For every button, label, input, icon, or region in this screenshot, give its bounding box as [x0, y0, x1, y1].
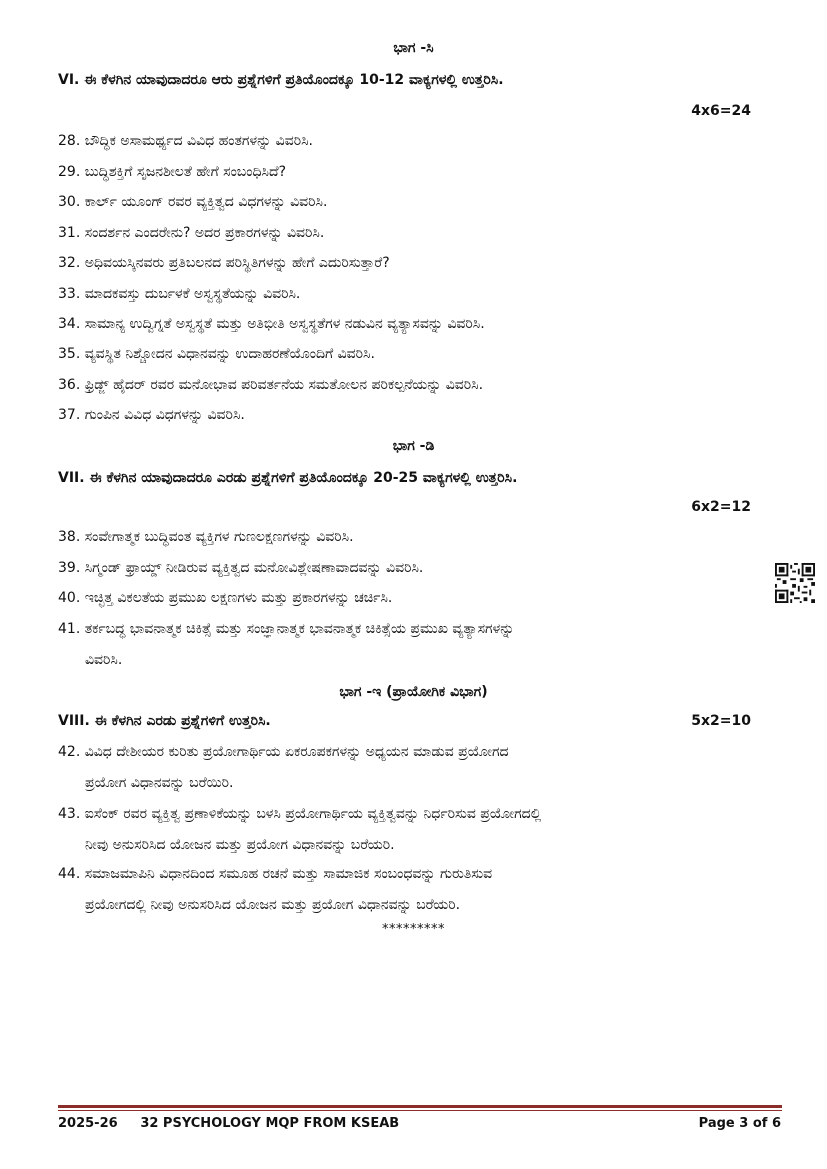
question-29: 29. ಬುದ್ಧಿಶಕ್ತಿಗೆ ಸೃಜನಶೀಲತೆ ಹೇಗೆ ಸಂಬಂಧಿಸಿದೆ? [58, 164, 286, 180]
qr-code-icon [775, 563, 815, 603]
question-38: 38. ಸಂವೇಗಾತ್ಮಕ ಬುದ್ಧಿವಂತ ವ್ಯಕ್ತಿಗಳ ಗುಣಲಕ್ಷಣಗಳನ್ನು ವಿವರಿಸಿ. [58, 529, 354, 545]
section-e-marks: 5x2=10 [691, 713, 751, 729]
footer-page-current: 3 [739, 1116, 749, 1131]
question-43-line-2: ನೀವು ಅನುಸರಿಸಿದ ಯೋಜನ ಮತ್ತು ಪ್ರಯೋಗ ವಿಧಾನವನ್ನು ಬರೆಯರಿ. [85, 837, 395, 853]
question-43-line-1: 43. ಐಸೆಂಕ್ ರವರ ವ್ಯಕ್ತಿತ್ವ ಪ್ರಣಾಳಿಕೆಯನ್ನು ಬಳಸಿ ಪ್ರಯೋಗಾರ್ಥಿಯ ವ್ಯಕ್ತಿತ್ವವನ್ನು ನಿರ್ಧರಿಸುವ ಪ್ರಯೋಗದಲ್ಲಿ [58, 806, 542, 822]
question-40: 40. ಇಚ್ಛಿತ್ತ ವಿಕಲತೆಯ ಪ್ರಮುಖ ಲಕ್ಷಣಗಳು ಮತ್ತು ಪ್ರಕಾರಗಳನ್ನು ಚರ್ಚಿಸಿ. [58, 590, 393, 606]
question-44-line-2: ಪ್ರಯೋಗದಲ್ಲಿ ನೀವು ಅನುಸರಿಸಿದ ಯೋಜನ ಮತ್ತು ಪ್ರಯೋಗ ವಿಧಾನವನ್ನು ಬರೆಯರಿ. [85, 897, 461, 913]
question-44-line-1: 44. ಸಮಾಜಮಾಪಿನಿ ವಿಧಾನದಿಂದ ಸಮೂಹ ರಚನೆ ಮತ್ತು ಸಾಮಾಜಿಕ ಸಂಬಂಧವನ್ನು ಗುರುತಿಸುವ [58, 866, 493, 882]
footer-rule-thick [58, 1105, 782, 1108]
section-d-title: ಭಾಗ -ಡಿ [392, 438, 435, 454]
question-42-line-1: 42. ವಿವಿಧ ದೇಶೀಯರ ಕುರಿತು ಪ್ರಯೋಗಾರ್ಥಿಯ ಏಕರೂಪಕಗಳನ್ನು ಅಧ್ಯಯನ ಮಾಡುವ ಪ್ರಯೋಗದ [58, 744, 509, 760]
question-43 [58, 799, 782, 861]
question-42-line-2: ಪ್ರಯೋಗ ವಿಧಾನವನ್ನು ಬರೆಯಿರಿ. [85, 775, 234, 791]
section-d-instruction: VII. ಈ ಕೆಳಗಿನ ಯಾವುದಾದರೂ ಎರಡು ಪ್ರಶ್ನೆಗಳಿಗೆ ಪ್ರತಿಯೊಂದಕ್ಕೂ 20-25 ವಾಕ್ಯಗಳಲ್ಲಿ ಉತ್ತರಿಸಿ. [58, 470, 518, 486]
question-42 [58, 737, 782, 799]
question-37: 37. ಗುಂಪಿನ ವಿವಿಧ ವಿಧಗಳನ್ನು ವಿವರಿಸಿ. [58, 407, 245, 423]
question-32: 32. ಅಧಿವಯಸ್ಕಿನವರು ಪ್ರತಿಬಲನದ ಪರಿಸ್ಥಿತಿಗಳನ್ನು ಹೇಗೆ ಎದುರಿಸುತ್ತಾರೆ? [58, 255, 390, 271]
question-44 [58, 859, 782, 921]
question-36: 36. ಫ್ರಿಡ್ಜ್ ಹೈದರ್ ರವರ ಮನೋಭಾವ ಪರಿವರ್ತನೆಯ ಸಮತೋಲನ ಪರಿಕಲ್ಪನೆಯನ್ನು ವಿವರಿಸಿ. [58, 377, 484, 393]
question-39: 39. ಸಿಗ್ಮಂಡ್ ಫ್ರಾಯ್ಡ್ ನೀಡಿರುವ ವ್ಯಕ್ತಿತ್ವದ ಮನೋವಿಶ್ಲೇಷಣಾವಾದವನ್ನು ವಿವರಿಸಿ. [58, 560, 424, 576]
footer-rule-thin [58, 1110, 782, 1111]
section-e-title: ಭಾಗ -ಇ (ಪ್ರಾಯೋಗಿಕ ವಿಭಾಗ) [339, 684, 488, 700]
footer-course: 32 PSYCHOLOGY MQP FROM KSEAB [140, 1116, 400, 1131]
section-c-instruction: VI. ಈ ಕೆಳಗಿನ ಯಾವುದಾದರೂ ಆರು ಪ್ರಶ್ನೆಗಳಿಗೆ ಪ್ರತಿಯೊಂದಕ್ಕೂ 10-12 ವಾಕ್ಯಗಳಲ್ಲಿ ಉತ್ತರಿಸಿ. [58, 72, 504, 88]
end-marker: ********* [382, 922, 445, 937]
question-41 [58, 614, 782, 676]
footer-page-total: 6 [771, 1116, 781, 1131]
section-c-marks: 4x6=24 [691, 103, 751, 119]
question-41-line-1: 41. ತರ್ಕಬದ್ಧ ಭಾವನಾತ್ಮಕ ಚಿಕಿತ್ಸೆ ಮತ್ತು ಸಂಜ್ಞಾನಾತ್ಮಕ ಭಾವನಾತ್ಮಕ ಚಿಕಿತ್ಸೆಯ ಪ್ರಮುಖ ವ್ಯತ್ಯಾಸಗಳನ್ನು [58, 621, 515, 637]
footer-year: 2025-26 [58, 1116, 118, 1131]
section-c-title: ಭಾಗ -ಸಿ [393, 40, 434, 56]
footer-page-number [699, 1116, 781, 1131]
section-e-instruction: VIII. ಈ ಕೆಳಗಿನ ಎರಡು ಪ್ರಶ್ನೆಗಳಿಗೆ ಉತ್ತರಿಸಿ. [58, 713, 271, 729]
question-34: 34. ಸಾಮಾನ್ಯ ಉದ್ವಿಗ್ನತೆ ಅಸ್ವಸ್ಥತೆ ಮತ್ತು ಅತಿಭೀತಿ ಅಸ್ವಸ್ಥತೆಗಳ ನಡುವಿನ ವ್ಯತ್ಯಾಸವನ್ನು ವಿವರಿಸಿ. [58, 316, 485, 332]
question-41-line-2: ವಿವರಿಸಿ. [85, 652, 123, 668]
question-31: 31. ಸಂದರ್ಶನ ಎಂದರೇನು? ಅದರ ಪ್ರಕಾರಗಳನ್ನು ವಿವರಿಸಿ. [58, 225, 325, 241]
section-d-marks: 6x2=12 [691, 499, 751, 515]
question-35: 35. ವ್ಯವಸ್ಥಿತ ನಿಶ್ಚೋದನ ವಿಧಾನವನ್ನು ಉದಾಹರಣೆಯೊಂದಿಗೆ ವಿವರಿಸಿ. [58, 346, 375, 362]
question-28: 28. ಬೌದ್ಧಿಕ ಅಸಾಮರ್ಥ್ಯದ ವಿವಿಧ ಹಂತಗಳನ್ನು ವಿವರಿಸಿ. [58, 133, 313, 149]
question-33: 33. ಮಾದಕವಸ್ತು ದುರ್ಬಳಕೆ ಅಸ್ವಸ್ಥತೆಯನ್ನು ವಿವರಿಸಿ. [58, 286, 301, 302]
footer-page-prefix: Page [698, 1116, 735, 1131]
footer-page-of: of [752, 1116, 768, 1131]
footer-course-info [58, 1116, 399, 1131]
question-30: 30. ಕಾರ್ಲ್ ಯೂಂಗ್ ರವರ ವ್ಯಕ್ತಿತ್ವದ ವಿಧಗಳನ್ನು ವಿವರಿಸಿ. [58, 194, 328, 210]
